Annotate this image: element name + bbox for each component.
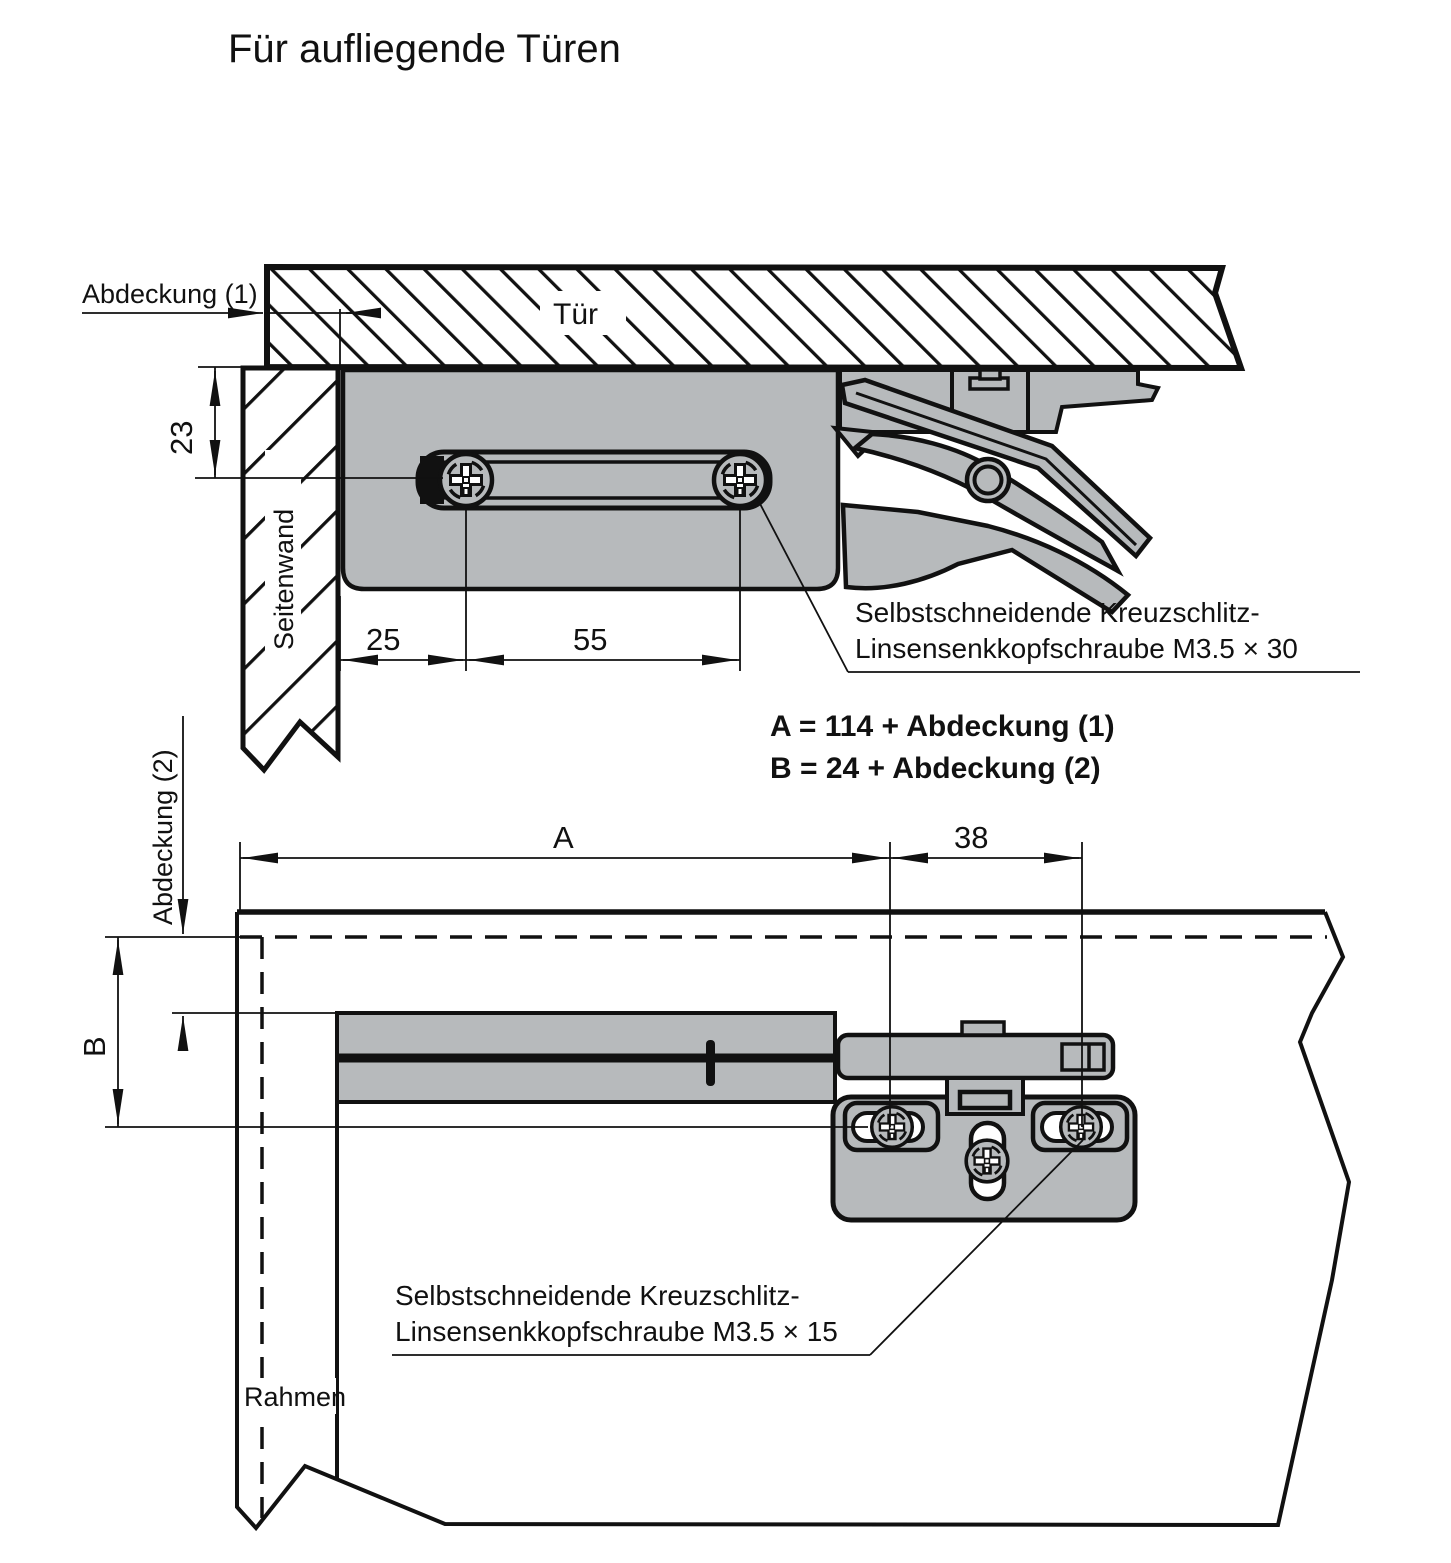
screw-m35x15-left (872, 1107, 913, 1148)
dim-b-value: B (77, 1036, 112, 1057)
screw-m35x30-right (714, 454, 766, 506)
screw-center (966, 1140, 1008, 1182)
rail-latch-pin (706, 1040, 715, 1086)
screw-note-15-line2: Linsensenkkopfschraube M3.5 × 15 (395, 1316, 838, 1347)
frame-outline (237, 912, 1349, 1528)
page-title: Für aufliegende Türen (228, 27, 621, 71)
dim-23-value: 23 (164, 420, 199, 455)
formula-b: B = 24 + Abdeckung (2) (770, 752, 1101, 785)
door-label: Tür (553, 298, 598, 331)
door-cross-section (267, 267, 1241, 368)
frame-label: Rahmen (244, 1382, 347, 1412)
screw-note-30-line2: Linsensenkkopfschraube M3.5 × 30 (855, 633, 1298, 664)
dim-abdeckung-2 (172, 716, 337, 1046)
top-view-section (82, 267, 1360, 770)
catch-bar-tab (962, 1022, 1004, 1035)
mounting-plate (833, 1078, 1135, 1220)
screw-m35x30-left (440, 454, 492, 506)
side-wall-label: Seitenwand (269, 508, 299, 650)
dim-a-value: A (553, 820, 574, 855)
damper-wing (843, 505, 1128, 612)
bottom-view-section (77, 716, 1349, 1528)
dim-55-value: 55 (573, 622, 608, 657)
abdeckung-1-label: Abdeckung (1) (82, 279, 258, 309)
screw-slot-assembly (418, 452, 770, 508)
abdeckung-2-label: Abdeckung (2) (148, 749, 178, 925)
screw-note-30-line1: Selbstschneidende Kreuzschlitz- (855, 597, 1260, 628)
formula-a: A = 114 + Abdeckung (1) (770, 710, 1115, 743)
dim-38-value: 38 (954, 820, 989, 855)
dim-25-value: 25 (366, 622, 401, 657)
damper-mechanism (835, 370, 1158, 612)
screw-note-15-line1: Selbstschneidende Kreuzschlitz- (395, 1280, 800, 1311)
mounting-flag (1028, 370, 1158, 432)
formula-block (770, 710, 1115, 785)
